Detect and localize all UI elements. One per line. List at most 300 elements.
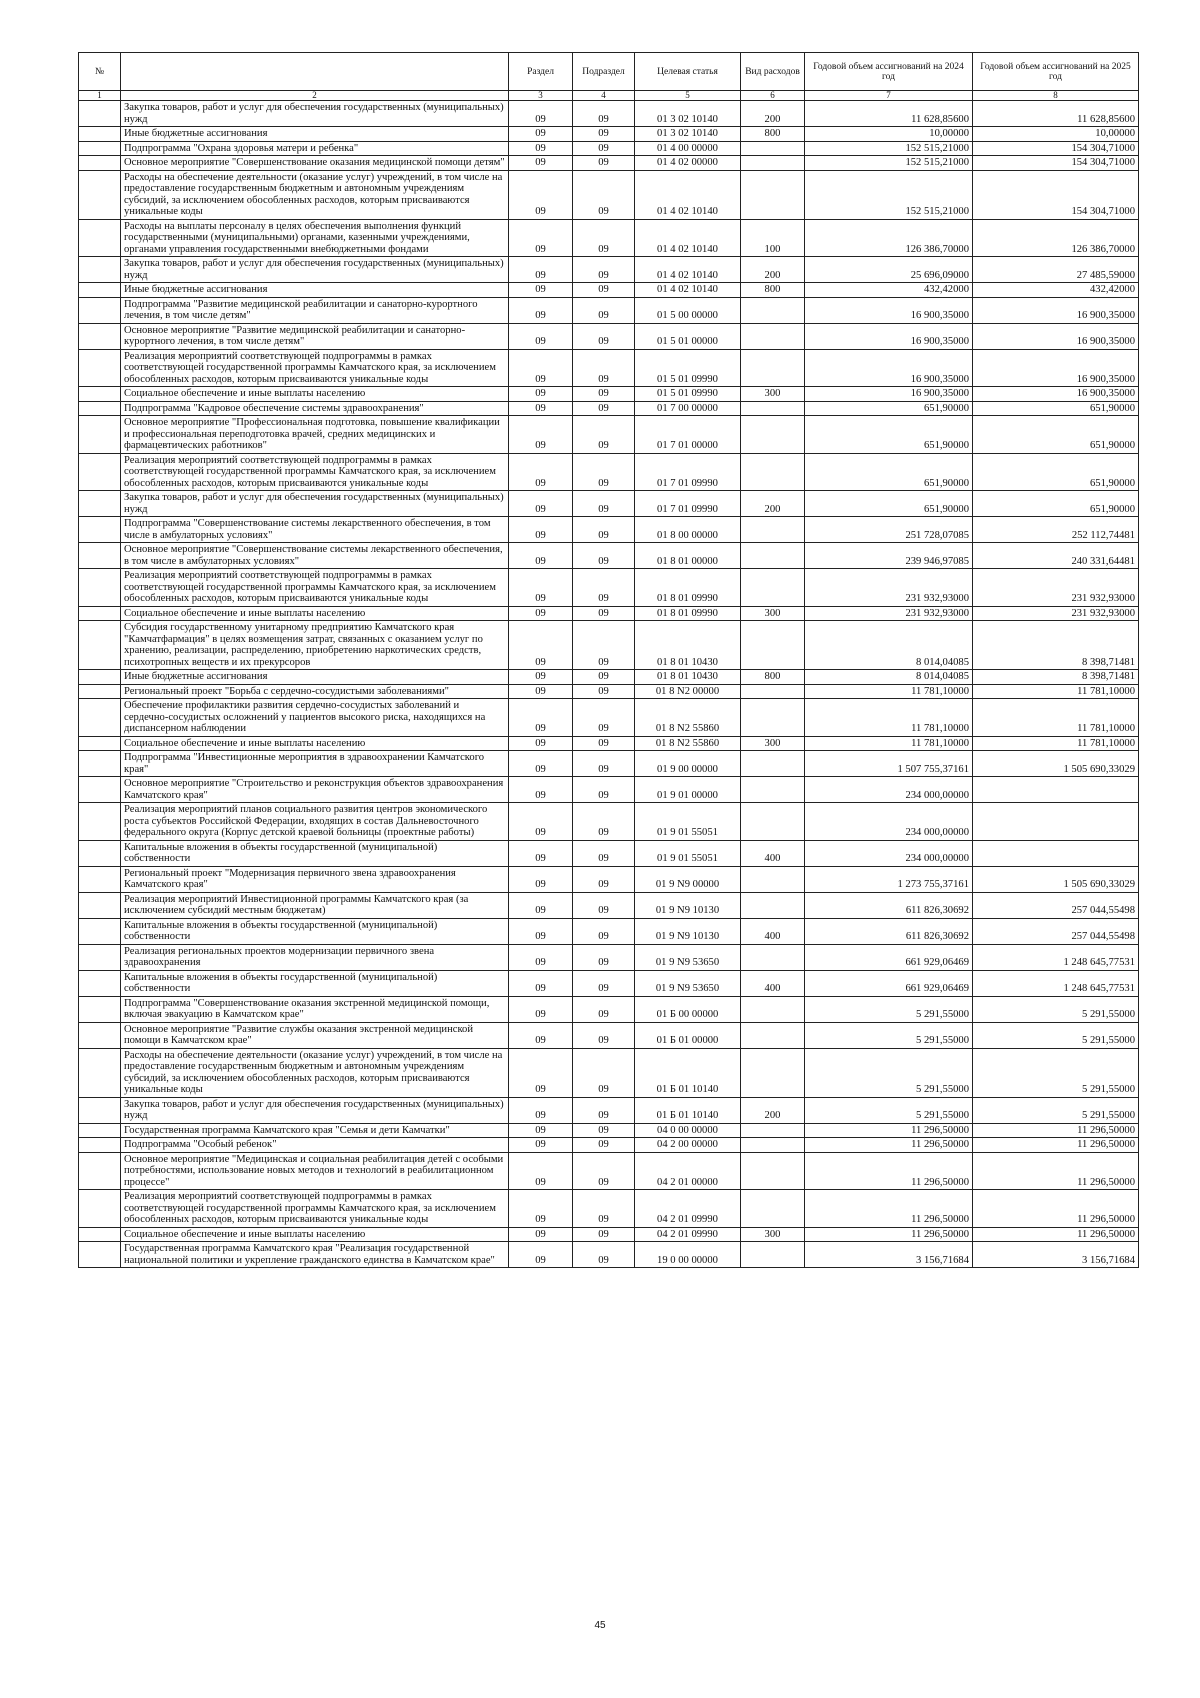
- header-type: Вид расходов: [741, 53, 805, 91]
- cell-2024: 11 781,10000: [805, 736, 973, 751]
- cell-no: [79, 1190, 121, 1228]
- cell-no: [79, 1242, 121, 1268]
- cell-no: [79, 141, 121, 156]
- cell-2025: 8 398,71481: [973, 670, 1139, 685]
- cell-no: [79, 670, 121, 685]
- cell-section: 09: [509, 1022, 573, 1048]
- cell-2024: 16 900,35000: [805, 349, 973, 387]
- cell-target: 04 0 00 00000: [635, 1123, 741, 1138]
- cell-2025: 240 331,64481: [973, 543, 1139, 569]
- cell-section: 09: [509, 517, 573, 543]
- table-row: [79, 101, 1139, 127]
- cell-section: 09: [509, 401, 573, 416]
- cell-name: Закупка товаров, работ и услуг для обеспечения государственных (муниципальных) нужд: [121, 257, 509, 283]
- cell-name: Государственная программа Камчатского края "Реализация государственной национальной политики и укрепление гражданского единства в Камчатском крае": [121, 1242, 509, 1268]
- cell-type: 300: [741, 387, 805, 402]
- cell-no: [79, 1138, 121, 1153]
- cell-name: Социальное обеспечение и иные выплаты населению: [121, 387, 509, 402]
- cell-type: 400: [741, 970, 805, 996]
- cell-target: 01 3 02 10140: [635, 127, 741, 142]
- cell-name: Капитальные вложения в объекты государственной (муниципальной) собственности: [121, 970, 509, 996]
- cell-no: [79, 127, 121, 142]
- cell-2025: 1 248 645,77531: [973, 970, 1139, 996]
- cell-target: 01 8 01 09990: [635, 569, 741, 607]
- cell-subsection: 09: [573, 453, 635, 491]
- cell-type: 100: [741, 219, 805, 257]
- cell-type: 200: [741, 257, 805, 283]
- cell-name: Реализация мероприятий соответствующей подпрограммы в рамках соответствующей государственной программы Камчатского края, за исключением обособленных расходов, которым присваиваются уникальные коды: [121, 1190, 509, 1228]
- cell-name: Основное мероприятие "Медицинская и социальная реабилитация детей с особыми потребностями, использование новых методов и технологий в реабилитационном процессе": [121, 1152, 509, 1190]
- cell-section: 09: [509, 996, 573, 1022]
- cell-subsection: 09: [573, 684, 635, 699]
- cell-subsection: 09: [573, 141, 635, 156]
- cell-2024: 231 932,93000: [805, 569, 973, 607]
- cell-2025: [973, 777, 1139, 803]
- cell-2024: 11 296,50000: [805, 1190, 973, 1228]
- cell-2025: 16 900,35000: [973, 387, 1139, 402]
- cell-target: 01 4 00 00000: [635, 141, 741, 156]
- page-number: 45: [594, 1620, 606, 1631]
- cell-subsection: 09: [573, 736, 635, 751]
- cell-type: [741, 1123, 805, 1138]
- cell-no: [79, 170, 121, 219]
- cell-name: Иные бюджетные ассигнования: [121, 283, 509, 298]
- cell-name: Основное мероприятие "Строительство и реконструкция объектов здравоохранения Камчатского края": [121, 777, 509, 803]
- cell-target: 01 4 02 10140: [635, 219, 741, 257]
- cell-2025: 154 304,71000: [973, 156, 1139, 171]
- cell-section: 09: [509, 1097, 573, 1123]
- cell-no: [79, 1227, 121, 1242]
- cell-no: [79, 1022, 121, 1048]
- cell-target: 01 7 00 00000: [635, 401, 741, 416]
- cell-2025: 11 628,85600: [973, 101, 1139, 127]
- cell-name: Социальное обеспечение и иные выплаты населению: [121, 1227, 509, 1242]
- table-row: [79, 1123, 1139, 1138]
- cell-2024: 16 900,35000: [805, 323, 973, 349]
- cell-2025: 651,90000: [973, 491, 1139, 517]
- cell-target: 01 4 02 10140: [635, 283, 741, 298]
- cell-2025: 11 296,50000: [973, 1138, 1139, 1153]
- header-subsection: Подраздел: [573, 53, 635, 91]
- cell-type: [741, 401, 805, 416]
- cell-name: Подпрограмма "Охрана здоровья матери и ребенка": [121, 141, 509, 156]
- cell-no: [79, 323, 121, 349]
- cell-2024: 11 296,50000: [805, 1138, 973, 1153]
- cell-no: [79, 866, 121, 892]
- column-number: 6: [741, 91, 805, 101]
- cell-section: 09: [509, 219, 573, 257]
- cell-section: 09: [509, 101, 573, 127]
- cell-target: 01 9 N9 00000: [635, 866, 741, 892]
- cell-no: [79, 219, 121, 257]
- cell-target: 01 3 02 10140: [635, 101, 741, 127]
- cell-2024: 651,90000: [805, 453, 973, 491]
- cell-subsection: 09: [573, 803, 635, 841]
- cell-2024: 11 781,10000: [805, 684, 973, 699]
- cell-no: [79, 453, 121, 491]
- cell-name: Реализация мероприятий соответствующей подпрограммы в рамках соответствующей государственной программы Камчатского края, за исключением обособленных расходов, которым присваиваются уникальные коды: [121, 569, 509, 607]
- cell-target: 01 Б 01 10140: [635, 1048, 741, 1097]
- budget-table-sheet: [78, 52, 1138, 1268]
- table-row: [79, 387, 1139, 402]
- cell-type: 800: [741, 670, 805, 685]
- table-row: [79, 543, 1139, 569]
- cell-2024: 5 291,55000: [805, 996, 973, 1022]
- cell-subsection: 09: [573, 1123, 635, 1138]
- cell-2025: 16 900,35000: [973, 297, 1139, 323]
- cell-no: [79, 1123, 121, 1138]
- cell-2024: 11 781,10000: [805, 699, 973, 737]
- cell-type: [741, 684, 805, 699]
- cell-type: [741, 1048, 805, 1097]
- cell-no: [79, 517, 121, 543]
- cell-name: Социальное обеспечение и иные выплаты населению: [121, 606, 509, 621]
- cell-2024: 8 014,04085: [805, 670, 973, 685]
- table-row: [79, 1048, 1139, 1097]
- cell-2025: 5 291,55000: [973, 1097, 1139, 1123]
- cell-no: [79, 803, 121, 841]
- cell-name: Подпрограмма "Совершенствование оказания экстренной медицинской помощи, включая эвакуацию в Камчатском крае": [121, 996, 509, 1022]
- cell-section: 09: [509, 1048, 573, 1097]
- cell-2025: 10,00000: [973, 127, 1139, 142]
- cell-section: 09: [509, 840, 573, 866]
- cell-target: 04 2 01 09990: [635, 1227, 741, 1242]
- cell-name: Расходы на выплаты персоналу в целях обеспечения выполнения функций государственными (муниципальными) органами, казенными учреждениями, органами управления государственными внебюджетными фондами: [121, 219, 509, 257]
- cell-name: Реализация региональных проектов модернизации первичного звена здравоохранения: [121, 944, 509, 970]
- column-number-row: [79, 91, 1139, 101]
- cell-subsection: 09: [573, 283, 635, 298]
- cell-section: 09: [509, 918, 573, 944]
- cell-target: 01 4 02 00000: [635, 156, 741, 171]
- table-row: [79, 892, 1139, 918]
- cell-2024: 651,90000: [805, 491, 973, 517]
- cell-name: Капитальные вложения в объекты государственной (муниципальной) собственности: [121, 918, 509, 944]
- cell-2025: [973, 803, 1139, 841]
- cell-name: Подпрограмма "Особый ребенок": [121, 1138, 509, 1153]
- cell-no: [79, 491, 121, 517]
- cell-2024: 5 291,55000: [805, 1097, 973, 1123]
- cell-2025: 16 900,35000: [973, 349, 1139, 387]
- cell-type: 400: [741, 840, 805, 866]
- cell-no: [79, 840, 121, 866]
- table-row: [79, 283, 1139, 298]
- cell-section: 09: [509, 569, 573, 607]
- cell-type: [741, 944, 805, 970]
- cell-2025: 126 386,70000: [973, 219, 1139, 257]
- cell-type: 200: [741, 491, 805, 517]
- table-row: [79, 1190, 1139, 1228]
- cell-2024: 3 156,71684: [805, 1242, 973, 1268]
- cell-section: 09: [509, 670, 573, 685]
- cell-2025: 5 291,55000: [973, 1022, 1139, 1048]
- cell-name: Государственная программа Камчатского края "Семья и дети Камчатки": [121, 1123, 509, 1138]
- cell-section: 09: [509, 1138, 573, 1153]
- cell-type: 200: [741, 101, 805, 127]
- cell-2025: 154 304,71000: [973, 170, 1139, 219]
- cell-target: 01 9 01 55051: [635, 803, 741, 841]
- table-row: [79, 736, 1139, 751]
- cell-2025: 8 398,71481: [973, 621, 1139, 670]
- cell-type: 800: [741, 283, 805, 298]
- cell-2025: 154 304,71000: [973, 141, 1139, 156]
- cell-subsection: 09: [573, 387, 635, 402]
- cell-2025: 432,42000: [973, 283, 1139, 298]
- cell-subsection: 09: [573, 323, 635, 349]
- cell-subsection: 09: [573, 517, 635, 543]
- cell-2024: 661 929,06469: [805, 970, 973, 996]
- table-row: [79, 141, 1139, 156]
- cell-no: [79, 401, 121, 416]
- cell-2025: 257 044,55498: [973, 892, 1139, 918]
- cell-subsection: 09: [573, 918, 635, 944]
- cell-no: [79, 777, 121, 803]
- cell-no: [79, 257, 121, 283]
- cell-target: 01 8 N2 00000: [635, 684, 741, 699]
- cell-subsection: 09: [573, 1048, 635, 1097]
- cell-target: 04 2 01 09990: [635, 1190, 741, 1228]
- cell-subsection: 09: [573, 1138, 635, 1153]
- cell-type: [741, 803, 805, 841]
- cell-2025: 231 932,93000: [973, 606, 1139, 621]
- table-row: [79, 1227, 1139, 1242]
- cell-no: [79, 892, 121, 918]
- cell-2024: 152 515,21000: [805, 141, 973, 156]
- cell-2025: 5 291,55000: [973, 1048, 1139, 1097]
- cell-type: [741, 1190, 805, 1228]
- table-row: [79, 751, 1139, 777]
- cell-2025: 1 505 690,33029: [973, 866, 1139, 892]
- cell-type: [741, 141, 805, 156]
- cell-type: 800: [741, 127, 805, 142]
- cell-name: Основное мероприятие "Совершенствование системы лекарственного обеспечения, в том числе в амбулаторных условиях": [121, 543, 509, 569]
- cell-target: 01 7 01 00000: [635, 416, 741, 454]
- cell-section: 09: [509, 944, 573, 970]
- cell-section: 09: [509, 777, 573, 803]
- cell-type: [741, 892, 805, 918]
- cell-type: [741, 323, 805, 349]
- table-row: [79, 1138, 1139, 1153]
- table-row: [79, 840, 1139, 866]
- cell-section: 09: [509, 751, 573, 777]
- cell-2025: 1 505 690,33029: [973, 751, 1139, 777]
- cell-name: Расходы на обеспечение деятельности (оказание услуг) учреждений, в том числе на предоставление государственным бюджетным и автономным учреждениям субсидий, за исключением обособленных расходов, которым присваиваются уникальные коды: [121, 1048, 509, 1097]
- table-header-row: [79, 53, 1139, 91]
- cell-type: [741, 751, 805, 777]
- cell-section: 09: [509, 141, 573, 156]
- column-number: 7: [805, 91, 973, 101]
- cell-no: [79, 996, 121, 1022]
- cell-2024: 651,90000: [805, 401, 973, 416]
- table-row: [79, 401, 1139, 416]
- cell-section: 09: [509, 257, 573, 283]
- table-row: [79, 670, 1139, 685]
- cell-type: [741, 453, 805, 491]
- cell-2024: 239 946,97085: [805, 543, 973, 569]
- cell-2025: [973, 840, 1139, 866]
- cell-subsection: 09: [573, 569, 635, 607]
- cell-name: Реализация мероприятий соответствующей подпрограммы в рамках соответствующей государственной программы Камчатского края, за исключением обособленных расходов, которым присваиваются уникальные коды: [121, 453, 509, 491]
- cell-type: [741, 170, 805, 219]
- cell-target: 01 5 01 09990: [635, 349, 741, 387]
- cell-no: [79, 1152, 121, 1190]
- cell-target: 01 8 01 00000: [635, 543, 741, 569]
- cell-section: 09: [509, 1152, 573, 1190]
- cell-2025: 231 932,93000: [973, 569, 1139, 607]
- cell-target: 01 8 00 00000: [635, 517, 741, 543]
- cell-name: Подпрограмма "Развитие медицинской реабилитации и санаторно-курортного лечения, в том числе детям": [121, 297, 509, 323]
- cell-type: [741, 297, 805, 323]
- cell-no: [79, 416, 121, 454]
- cell-name: Основное мероприятие "Развитие службы оказания экстренной медицинской помощи в Камчатском крае": [121, 1022, 509, 1048]
- table-row: [79, 1022, 1139, 1048]
- cell-target: 04 2 00 00000: [635, 1138, 741, 1153]
- cell-type: [741, 699, 805, 737]
- column-number: 2: [121, 91, 509, 101]
- cell-type: 300: [741, 736, 805, 751]
- table-row: [79, 621, 1139, 670]
- cell-2025: 1 248 645,77531: [973, 944, 1139, 970]
- header-2025: Годовой объем ассигнований на 2025 год: [973, 53, 1139, 91]
- cell-type: 200: [741, 1097, 805, 1123]
- cell-no: [79, 621, 121, 670]
- cell-2024: 152 515,21000: [805, 170, 973, 219]
- cell-target: 19 0 00 00000: [635, 1242, 741, 1268]
- cell-target: 01 5 01 00000: [635, 323, 741, 349]
- cell-2024: 16 900,35000: [805, 297, 973, 323]
- cell-section: 09: [509, 699, 573, 737]
- table-row: [79, 170, 1139, 219]
- cell-subsection: 09: [573, 101, 635, 127]
- cell-name: Расходы на обеспечение деятельности (оказание услуг) учреждений, в том числе на предоставление государственным бюджетным и автономным учреждениям субсидий, за исключением обособленных расходов, которым присваиваются уникальные коды: [121, 170, 509, 219]
- cell-no: [79, 156, 121, 171]
- table-row: [79, 297, 1139, 323]
- cell-subsection: 09: [573, 219, 635, 257]
- cell-subsection: 09: [573, 416, 635, 454]
- cell-name: Региональный проект "Борьба с сердечно-сосудистыми заболеваниями": [121, 684, 509, 699]
- cell-section: 09: [509, 170, 573, 219]
- cell-subsection: 09: [573, 1097, 635, 1123]
- cell-name: Реализация мероприятий Инвестиционной программы Камчатского края (за исключением субсидий местным бюджетам): [121, 892, 509, 918]
- cell-2025: 11 296,50000: [973, 1123, 1139, 1138]
- cell-2024: 234 000,00000: [805, 777, 973, 803]
- table-row: [79, 453, 1139, 491]
- cell-subsection: 09: [573, 670, 635, 685]
- table-row: [79, 1152, 1139, 1190]
- cell-2024: 126 386,70000: [805, 219, 973, 257]
- cell-name: Капитальные вложения в объекты государственной (муниципальной) собственности: [121, 840, 509, 866]
- cell-2025: 27 485,59000: [973, 257, 1139, 283]
- cell-subsection: 09: [573, 866, 635, 892]
- table-row: [79, 606, 1139, 621]
- header-section: Раздел: [509, 53, 573, 91]
- cell-section: 09: [509, 156, 573, 171]
- cell-subsection: 09: [573, 257, 635, 283]
- cell-no: [79, 751, 121, 777]
- cell-type: [741, 416, 805, 454]
- cell-type: 300: [741, 606, 805, 621]
- cell-name: Закупка товаров, работ и услуг для обеспечения государственных (муниципальных) нужд: [121, 491, 509, 517]
- cell-2025: 16 900,35000: [973, 323, 1139, 349]
- cell-name: Основное мероприятие "Развитие медицинской реабилитации и санаторно-курортного лечения, в том числе детям": [121, 323, 509, 349]
- cell-section: 09: [509, 1190, 573, 1228]
- table-row: [79, 257, 1139, 283]
- cell-subsection: 09: [573, 1227, 635, 1242]
- cell-section: 09: [509, 621, 573, 670]
- cell-no: [79, 918, 121, 944]
- table-row: [79, 156, 1139, 171]
- table-row: [79, 517, 1139, 543]
- cell-no: [79, 101, 121, 127]
- cell-2025: 11 781,10000: [973, 684, 1139, 699]
- cell-name: Иные бюджетные ассигнования: [121, 670, 509, 685]
- cell-section: 09: [509, 684, 573, 699]
- cell-no: [79, 970, 121, 996]
- cell-type: [741, 543, 805, 569]
- cell-no: [79, 684, 121, 699]
- cell-target: 01 5 00 00000: [635, 297, 741, 323]
- cell-subsection: 09: [573, 1152, 635, 1190]
- cell-2024: 432,42000: [805, 283, 973, 298]
- cell-2024: 234 000,00000: [805, 803, 973, 841]
- table-row: [79, 323, 1139, 349]
- cell-2024: 25 696,09000: [805, 257, 973, 283]
- cell-target: 01 9 00 00000: [635, 751, 741, 777]
- header-no: №: [79, 53, 121, 91]
- cell-subsection: 09: [573, 606, 635, 621]
- cell-section: 09: [509, 1227, 573, 1242]
- cell-name: Реализация мероприятий соответствующей подпрограммы в рамках соответствующей государственной программы Камчатского края, за исключением обособленных расходов, которым присваиваются уникальные коды: [121, 349, 509, 387]
- cell-type: [741, 621, 805, 670]
- cell-target: 01 8 01 09990: [635, 606, 741, 621]
- cell-name: Субсидия государственному унитарному предприятию Камчатского края "Камчатфармация" в целях возмещения затрат, связанных с оказанием услуг по хранению, реализации, распределению, приобретению наркотических средств, психотропных веществ и их прекурсоров: [121, 621, 509, 670]
- cell-type: 400: [741, 918, 805, 944]
- cell-target: 01 7 01 09990: [635, 453, 741, 491]
- cell-target: 01 9 01 00000: [635, 777, 741, 803]
- cell-2025: 11 296,50000: [973, 1190, 1139, 1228]
- cell-subsection: 09: [573, 699, 635, 737]
- cell-2025: 257 044,55498: [973, 918, 1139, 944]
- cell-section: 09: [509, 387, 573, 402]
- cell-target: 01 9 01 55051: [635, 840, 741, 866]
- cell-target: 01 Б 01 10140: [635, 1097, 741, 1123]
- column-number: 8: [973, 91, 1139, 101]
- table-row: [79, 777, 1139, 803]
- cell-2024: 651,90000: [805, 416, 973, 454]
- cell-subsection: 09: [573, 970, 635, 996]
- cell-no: [79, 944, 121, 970]
- cell-name: Региональный проект "Модернизация первичного звена здравоохранения Камчатского края": [121, 866, 509, 892]
- cell-section: 09: [509, 297, 573, 323]
- cell-target: 01 4 02 10140: [635, 170, 741, 219]
- cell-section: 09: [509, 127, 573, 142]
- cell-subsection: 09: [573, 840, 635, 866]
- cell-name: Подпрограмма "Инвестиционные мероприятия в здравоохранении Камчатского края": [121, 751, 509, 777]
- cell-subsection: 09: [573, 170, 635, 219]
- table-row: [79, 1242, 1139, 1268]
- cell-no: [79, 349, 121, 387]
- column-number: 1: [79, 91, 121, 101]
- budget-table: [78, 52, 1139, 1268]
- cell-target: 01 8 01 10430: [635, 670, 741, 685]
- cell-2024: 611 826,30692: [805, 892, 973, 918]
- cell-section: 09: [509, 970, 573, 996]
- cell-subsection: 09: [573, 944, 635, 970]
- cell-section: 09: [509, 453, 573, 491]
- table-row: [79, 219, 1139, 257]
- table-row: [79, 699, 1139, 737]
- cell-target: 01 Б 01 00000: [635, 1022, 741, 1048]
- cell-no: [79, 297, 121, 323]
